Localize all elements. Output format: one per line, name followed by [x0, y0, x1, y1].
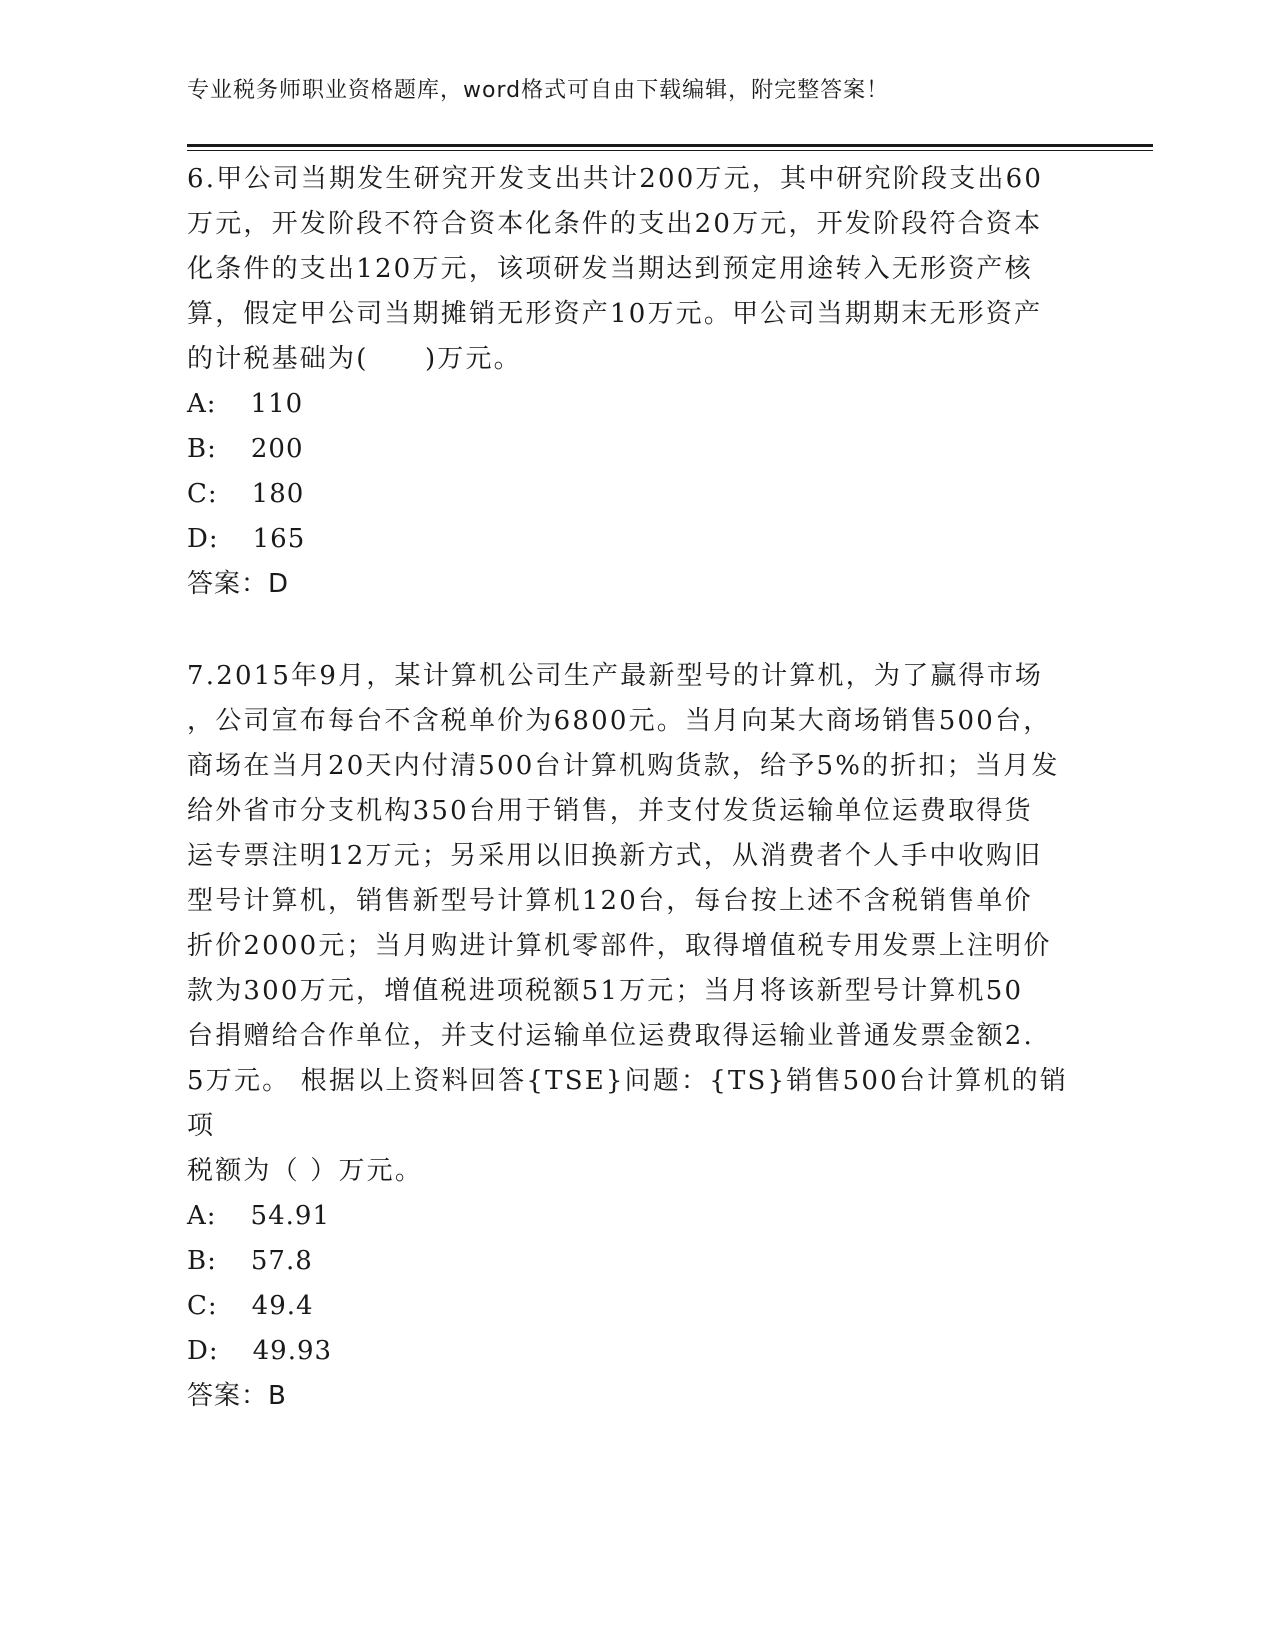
question-stem: 6.甲公司当期发生研究开发支出共计200万元，其中研究阶段支出60 万元，开发阶段不符合资本化条件的支出20万元，开发阶段符合资本 化条件的支出120万元，该项研发当期达到预定用途转入无形资产核 算，假定甲公司当期摊销无形资产10万元。甲公司当期期末无形资产 的计税基础为( )万元。	[187, 164, 1044, 374]
option-text: 110	[250, 389, 304, 419]
header-divider	[187, 144, 1153, 151]
option-letter: B:	[187, 434, 217, 464]
option-list	[187, 1194, 1087, 1374]
option-text: 165	[252, 524, 306, 554]
option-d	[187, 1329, 1087, 1374]
option-list	[187, 382, 1087, 562]
page-header-text: 专业税务师职业资格题库，word格式可自由下载编辑，附完整答案！	[187, 78, 890, 103]
option-c	[187, 472, 1087, 517]
answer-line: 答案：D	[187, 569, 290, 599]
option-letter: B:	[187, 1246, 217, 1276]
option-letter: D:	[187, 524, 219, 554]
option-letter: C:	[187, 479, 218, 509]
option-text: 49.4	[251, 1291, 314, 1321]
option-text: 54.91	[250, 1201, 330, 1231]
option-c	[187, 1284, 1087, 1329]
question-7	[187, 654, 1087, 1419]
option-letter: D:	[187, 1336, 219, 1366]
option-a	[187, 1194, 1087, 1239]
option-b	[187, 427, 1087, 472]
option-text: 57.8	[250, 1246, 313, 1276]
option-d	[187, 517, 1087, 562]
question-stem: 7.2015年9月，某计算机公司生产最新型号的计算机，为了赢得市场 ，公司宣布每台不含税单价为6800元。当月向某大商场销售500台， 商场在当月20天内付清500台计算机购货款，给予5%的折扣；当月发 给外省市分支机构350台用于销售，并支付发货运输单位运费取得货 运专票注明12万元；另采用以旧换新方式，从消费者个人手中收购旧 型号计算机，销售新型号计算机120台，每台按上述不含税销售单价 折价2000元；当月购进计算机零部件，取得增值税专用发票上注明价 款为300万元，增值税进项税额51万元；当月将该新型号计算机50 台捐赠给合作单位，并支付运输单位运费取得运输业普通发票金额2. 5万元。 根据以上资料回答{TSE}问题：{TS}销售500台计算机的销项 税额为（ ）万元。	[187, 661, 1069, 1186]
answer-line: 答案：B	[187, 1381, 287, 1411]
option-text: 49.93	[252, 1336, 333, 1366]
option-text: 200	[250, 434, 304, 464]
option-letter: A:	[187, 389, 217, 419]
option-letter: C:	[187, 1291, 218, 1321]
option-text: 180	[251, 479, 305, 509]
option-b	[187, 1239, 1087, 1284]
question-6	[187, 157, 1087, 607]
option-letter: A:	[187, 1201, 217, 1231]
option-a	[187, 382, 1087, 427]
